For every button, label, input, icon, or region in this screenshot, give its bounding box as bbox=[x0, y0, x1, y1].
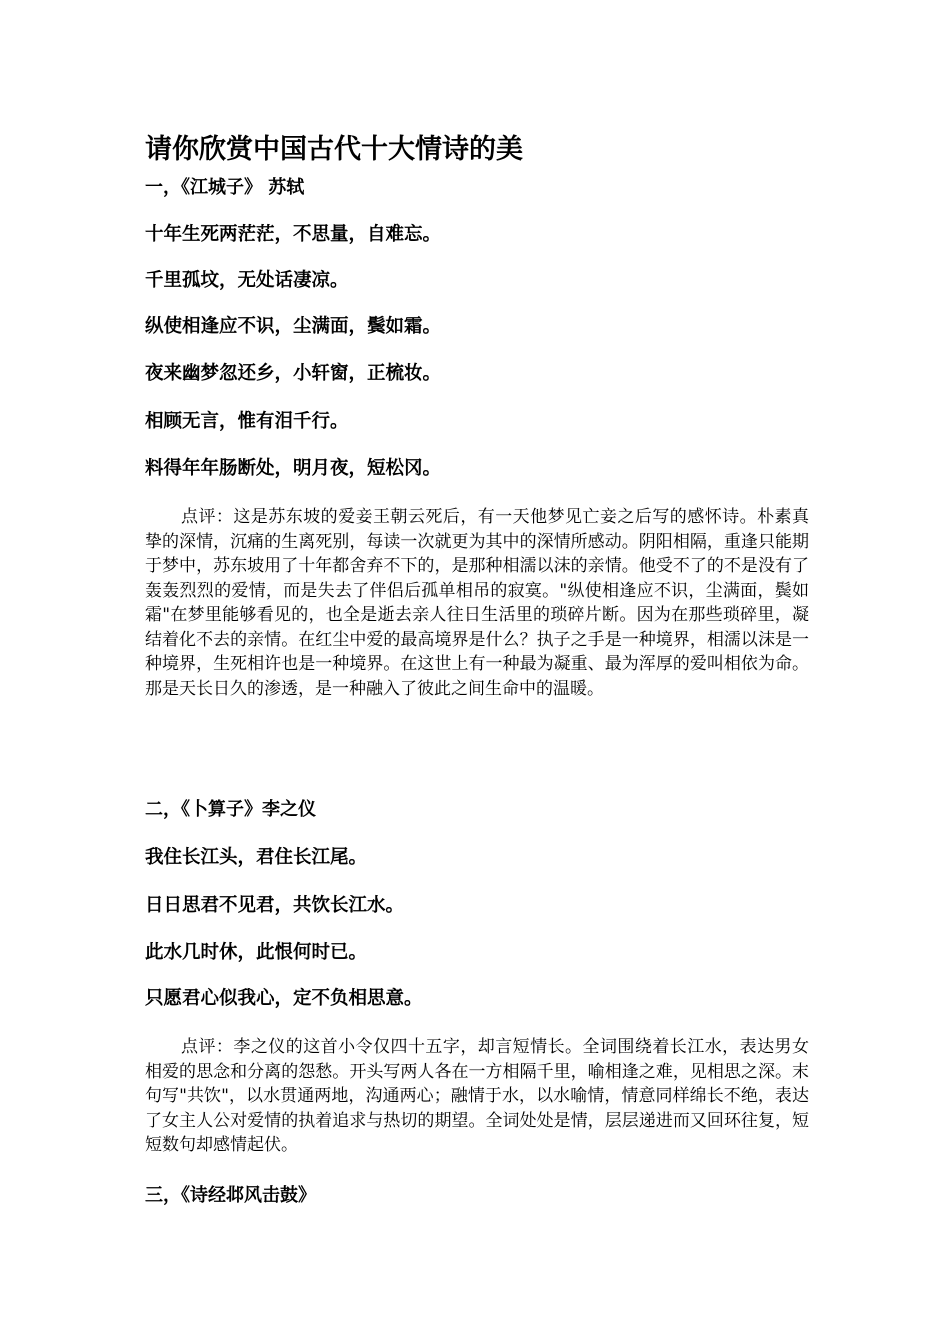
verse-line: 夜来幽梦忽还乡，小轩窗，正梳妆。 bbox=[145, 363, 442, 384]
page-title: 请你欣赏中国古代十大情诗的美 bbox=[145, 134, 523, 165]
section-heading-3: 三，《诗经邶风击鼓》 bbox=[145, 1185, 316, 1206]
verse-line: 日日思君不见君，共饮长江水。 bbox=[145, 895, 405, 916]
verse-line: 千里孤坟，无处话凄凉。 bbox=[145, 270, 349, 291]
commentary-paragraph-1: 点评：这是苏东坡的爱妾王朝云死后，有一天他梦见亡妾之后写的感怀诗。朴素真挚的深情，沉痛的生离死别，每读一次就更为其中的深情所感动。阴阳相隔，重逢只能期于梦中，苏东坡用了十年都舍弃不下的，是那种相濡以沫的亲情。他受不了的不是没有了轰轰烈烈的爱情，而是失去了伴侣后孤单相吊的寂寞。"纵使相逢应不识，尘满面，鬓如霜"在梦里能够看见的，也全是逝去亲人往日生活里的琐碎片断。因为在那些琐碎里，凝结着化不去的亲情。在红尘中爱的最高境界是什么？执子之手是一种境界，相濡以沫是一种境界，生死相许也是一种境界。在这世上有一种最为凝重、最为浑厚的爱叫相依为命。那是天长日久的渗透，是一种融入了彼此之间生命中的温暖。 bbox=[145, 507, 809, 699]
section-heading-2: 二，《卜算子》李之仪 bbox=[145, 799, 316, 820]
verse-line: 相顾无言，惟有泪千行。 bbox=[145, 411, 349, 432]
section-heading-1: 一，《江城子》 苏轼 bbox=[145, 177, 305, 198]
verse-line: 我住长江头，君住长江尾。 bbox=[145, 847, 368, 868]
verse-line: 只愿君心似我心，定不负相思意。 bbox=[145, 988, 423, 1009]
verse-line: 料得年年肠断处，明月夜，短松冈。 bbox=[145, 458, 442, 479]
verse-line: 纵使相逢应不识，尘满面，鬓如霜。 bbox=[145, 316, 442, 337]
commentary-paragraph-2: 点评：李之仪的这首小令仅四十五字，却言短情长。全词围绕着长江水，表达男女相爱的思念和分离的怨愁。开头写两人各在一方相隔千里，喻相逢之难，见相思之深。末句写"共饮"，以水贯通两地，沟通两心；融情于水，以水喻情，情意同样绵长不绝，表达了女主人公对爱情的执着追求与热切的期望。全词处处是情，层层递进而又回环往复，短短数句却感情起伏。 bbox=[145, 1037, 809, 1155]
verse-line: 此水几时休，此恨何时已。 bbox=[145, 942, 368, 963]
verse-line: 十年生死两茫茫，不思量，自难忘。 bbox=[145, 224, 442, 245]
